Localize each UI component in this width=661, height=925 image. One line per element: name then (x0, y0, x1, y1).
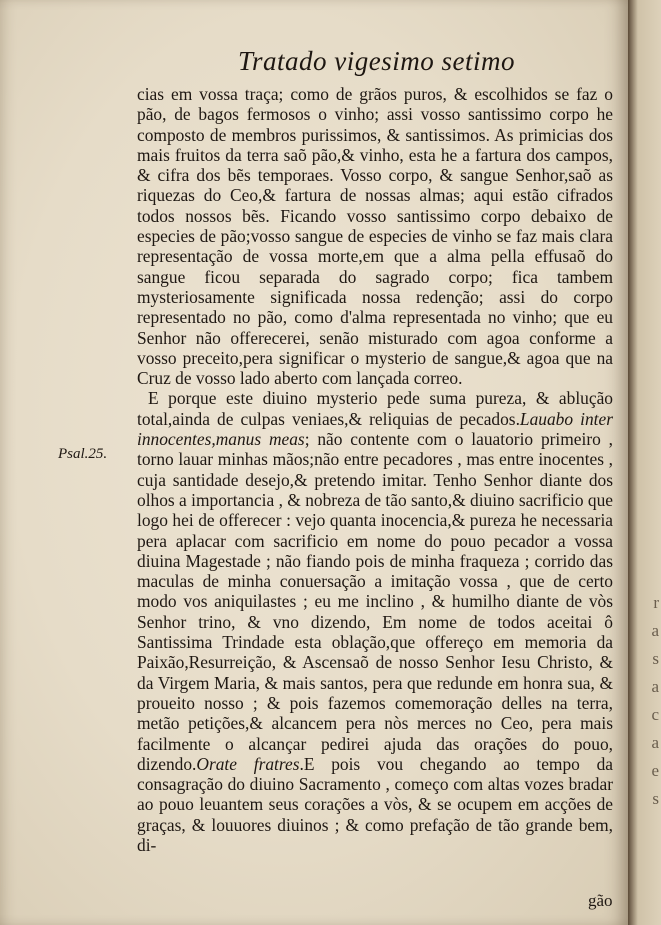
paragraph-1: cias em vossa traça; como de grãos puros, & escolhidos se faz o pão, de bagos fermosos o vinho; assi vosso santissimo corpo he composto de membros purissimos, & santissimos. As primicias dos mais fruitos da terra saõ pão,& vinho, esta he a fartura dos campos, & cifra dos bẽs temporaes. Vosso corpo, & sangue Senhor,saõ as riquezas do Ceo,& fartura de nossas almas; aqui estão cifrados todos nossos bẽs. Ficando vosso santissimo corpo debaixo de especies de pão;vosso sangue de especies de vinho se faz mais clara representação de vossa morte,em que a alma pella effusaõ do sangue ficou separada do sagrado corpo; fica tambem mysteriosamente significada nossa redenção; assi do corpo representado no pão, como d'alma representada no vinho; que eu Senhor não offerecerei, senão misturado com agoa conforme a vosso preceito,pera significar o mysterio de sangue,& agoa que na Cruz de vosso lado aberto com lançada correo. (137, 84, 613, 389)
adjacent-page-glyph: s (652, 649, 659, 668)
marginal-note: Psal.25. (58, 446, 108, 462)
adjacent-page-glyph: a (651, 733, 659, 752)
catchword: gão (588, 891, 613, 910)
paragraph-2-part-c: .E pois vou chegando ao tempo da consagração do diuino Sacramento , começo com altas vozes bradar ao pouo leuantem seus corações a vòs, & se ocupem em acções de graças, & louuores diuinos ; & como prefação de tão grande bem, di- (137, 753, 614, 855)
paragraph-2 (137, 388, 613, 855)
adjacent-page-glyph: a (651, 677, 659, 696)
paragraph-2-part-a: E porque este diuino mysterio pede suma pureza, & ablução total,ainda de culpas veniaes,& reliquias de pecados. (137, 388, 613, 429)
latin-quote-orate: Orate fratres (196, 753, 300, 774)
adjacent-page-glyph: c (651, 705, 659, 724)
latin-quote-lauabo: Lauabo inter innocentes,manus meas (137, 408, 613, 450)
adjacent-page-glyph: e (651, 761, 659, 780)
adjacent-page-glyph: r (653, 593, 659, 612)
adjacent-page-edge (628, 0, 661, 925)
adjacent-page-glyph: s (652, 789, 659, 808)
adjacent-page-glyph: a (651, 621, 659, 640)
body-text (137, 84, 613, 855)
paragraph-2-part-b: ; não contente com o lauatorio primeiro , torno lauar minhas mãos;não entre pecadores , mas entre inocentes , cuja santidade desejo,& pretendo imitar. Tenho Senhor diante dos olhos a importancia , & nobreza de tão santo,& diuino sacrificio que logo hei de offerecer : vejo quanta inocencia,& pureza he necessaria pera aplacar com sacrificio em nome do pouo pecador a vossa diuina Magestade ; não fiando pois de minha fraqueza ; corrido das maculas de minha conuersação a imitação vossa , que de certo modo vos aniquilastes ; eu me inclino , & humilho diante de vòs Senhor trino, & vno dizendo, Em nome de todos aceitai ô Santissima Trindade esta oblação,que offereço em memoria da Paixão,Resurreição, & Ascensaõ de nosso Senhor Iesu Christo, & da Virgem Maria, & mais santos, pera que redunde em honra sua, & proueito nosso ; & pois fazemos comemoração delles na terra, metão petições,& alcancem pera nòs merces no Ceo, pera mais facilmente o alcançar pedirei ajuda das orações do pouo, dizendo. (137, 429, 613, 774)
running-head: Tratado vigesimo setimo (238, 46, 516, 76)
